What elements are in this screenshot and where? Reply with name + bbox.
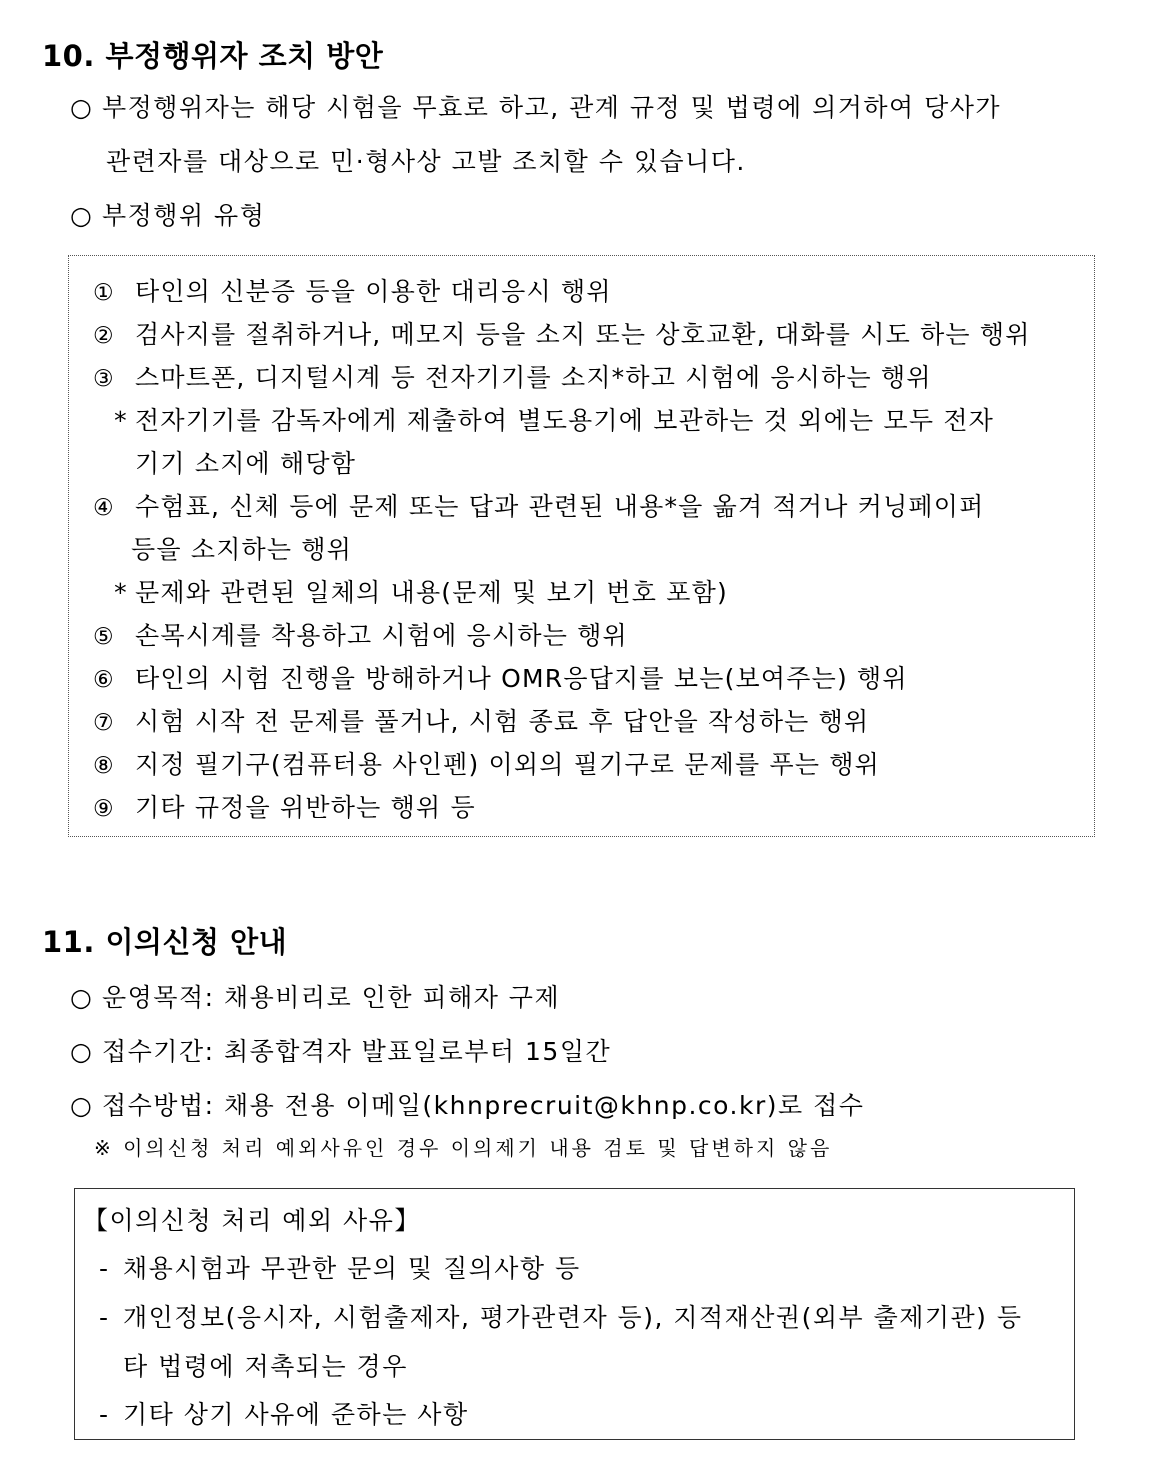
list-item-cont: 등을 소지하는 행위 xyxy=(131,535,353,564)
dash-bullet-icon: - xyxy=(99,1303,110,1332)
section-10-paragraph-2: ○ 부정행위 유형 xyxy=(70,201,266,230)
section-10-paragraph-1-cont: 관련자를 대상으로 민·형사상 고발 조치할 수 있습니다. xyxy=(106,147,746,176)
section-10-paragraph-1: ○ 부정행위자는 해당 시험을 무효로 하고, 관계 규정 및 법령에 의거하여 당사가 xyxy=(70,93,1002,122)
dash-bullet-icon: - xyxy=(99,1254,110,1283)
exception-item-cont: 타 법령에 저촉되는 경우 xyxy=(123,1352,408,1381)
list-item: ① 타인의 신분증 등을 이용한 대리응시 행위 xyxy=(93,277,612,306)
list-item: ③ 스마트폰, 디지털시계 등 전자기기를 소지*하고 시험에 응시하는 행위 xyxy=(93,363,932,392)
exceptions-box-title: 【이의신청 처리 예외 사유】 xyxy=(83,1206,421,1235)
section-11-title: 11. 이의신청 안내 xyxy=(42,925,288,959)
list-item-note-cont: 기기 소지에 해당함 xyxy=(135,449,357,478)
circle-bullet-icon: ○ xyxy=(70,1091,94,1120)
appeal-note: ※ 이의신청 처리 예외사유인 경우 이의제기 내용 검토 및 답변하지 않음 xyxy=(94,1136,833,1160)
list-item-note: * 전자기기를 감독자에게 제출하여 별도용기에 보관하는 것 외에는 모두 전자 xyxy=(114,406,995,435)
circle-bullet-icon: ○ xyxy=(70,93,94,122)
exception-item: - 개인정보(응시자, 시험출제자, 평가관련자 등), 지적재산권(외부 출제기관) 등 xyxy=(99,1303,1023,1332)
appeal-period: ○ 접수기간: 최종합격자 발표일로부터 15일간 xyxy=(70,1037,612,1066)
list-item-note: * 문제와 관련된 일체의 내용(문제 및 보기 번호 포함) xyxy=(114,578,728,607)
exception-item: - 채용시험과 무관한 문의 및 질의사항 등 xyxy=(99,1254,581,1283)
list-item: ⑥ 타인의 시험 진행을 방해하거나 OMR응답지를 보는(보여주는) 행위 xyxy=(93,664,908,693)
circle-bullet-icon: ○ xyxy=(70,1037,94,1066)
section-10-title: 10. 부정행위자 조치 방안 xyxy=(42,39,384,73)
list-item: ⑨ 기타 규정을 위반하는 행위 등 xyxy=(93,793,476,822)
exception-item: - 기타 상기 사유에 준하는 사항 xyxy=(99,1400,469,1429)
list-item: ④ 수험표, 신체 등에 문제 또는 답과 관련된 내용*을 옮겨 적거나 커닝페이퍼 xyxy=(93,492,985,521)
list-item: ⑤ 손목시계를 착용하고 시험에 응시하는 행위 xyxy=(93,621,628,650)
appeal-method: ○ 접수방법: 채용 전용 이메일(khnprecruit@khnp.co.kr)로 접수 xyxy=(70,1091,865,1120)
list-item: ⑧ 지정 필기구(컴퓨터용 사인펜) 이외의 필기구로 문제를 푸는 행위 xyxy=(93,750,881,779)
violation-types-box xyxy=(68,255,1095,837)
appeal-exceptions-box xyxy=(74,1188,1075,1440)
list-item: ⑦ 시험 시작 전 문제를 풀거나, 시험 종료 후 답안을 작성하는 행위 xyxy=(93,707,870,736)
dash-bullet-icon: - xyxy=(99,1400,110,1429)
circle-bullet-icon: ○ xyxy=(70,983,94,1012)
list-item: ② 검사지를 절취하거나, 메모지 등을 소지 또는 상호교환, 대화를 시도 하는 행위 xyxy=(93,320,1031,349)
appeal-purpose: ○ 운영목적: 채용비리로 인한 피해자 구제 xyxy=(70,983,561,1012)
circle-bullet-icon: ○ xyxy=(70,201,94,230)
